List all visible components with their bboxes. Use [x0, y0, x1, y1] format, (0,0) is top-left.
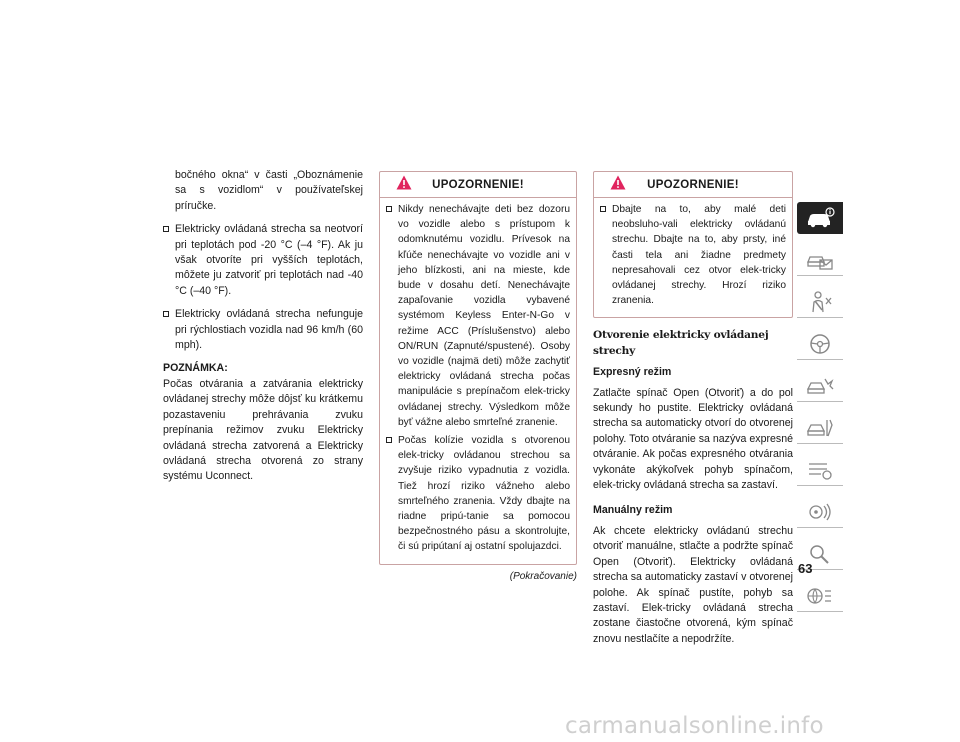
warning-bullet	[386, 202, 570, 430]
warning-bullet-text: Počas kolízie vozidla s otvorenou elek-tricky ovládanou strechou sa zvyšuje riziko vypadnutia z vozidla. Tiež hrozí riziko vážneho alebo smrteľného zranenia. Vždy dbajte na riadne pripú-tanie sa pomocou bezpečnostného pásu a skontrolujte, či sú pripútaní aj ostatní spolujazdci.	[398, 435, 570, 553]
manual-mode-text: Ak chcete elektricky ovládanú strechu otvoriť manuálne, stlačte a podržte spínač Open (Otvoriť). Elektricky ovládaná strecha sa automaticky zastaví v otvorenej polohe. Ak spínač pustíte, pohyb sa zastaví. Elek-tricky ovládaná strecha zostane čiastočne otvorená, kým spínač znovu nestlačíte a nepodržíte.	[593, 524, 793, 645]
warning-triangle-icon	[610, 175, 626, 190]
tab-safety[interactable]	[797, 286, 843, 318]
express-mode-title: Expresný režim	[593, 366, 672, 379]
tab-specs[interactable]	[797, 454, 843, 486]
seatbelt-passenger-icon	[805, 290, 835, 314]
tab-dashboard[interactable]	[797, 244, 843, 276]
language-index-icon	[805, 584, 835, 608]
warning-header	[594, 172, 792, 198]
tab-driving[interactable]	[797, 328, 843, 360]
bullet-item	[163, 222, 363, 299]
note-title: POZNÁMKA:	[163, 362, 228, 375]
warning-bullet-text: Nikdy nenechávajte deti bez dozoru vo vozidle alebo s prístupom k odomknutému vozidlu. Prívesok na kľúče nenechávajte vo vozidle ani v jeho blízkosti, ani na mieste, kde bude v dosahu detí. Nenechávajte zapaľovanie vozidla vybavené systémom Keyless Enter-N-Go v režime ACC (Príslušenstvo) alebo ON/RUN (Zapnuté/spustené). Osoby vo vozidle (najmä deti) môže zachytiť elektricky ovládaná strecha počas manipulácie s prepínačom elek-tricky ovládanej strechy. Výsledkom môže byť vážne alebo smrteľné zranenie.	[398, 204, 570, 428]
bullet-box-icon	[600, 206, 606, 212]
chapter-tabs	[797, 202, 845, 622]
note-text: Počas otvárania a zatvárania elektricky ovládanej strechy môže dôjsť ku krátkemu pozastaveniu prehrávania zvuku prepínania režimov zvuku Elektricky ovládaná strecha zatvorená a Elektricky ovládaná strecha otvorená zo strany systému Uconnect.	[163, 377, 363, 483]
bullet-text: Elektricky ovládaná strecha nefunguje pri rýchlostiach vozidla nad 96 km/h (60 mph).	[175, 308, 363, 352]
tab-multimedia[interactable]	[797, 496, 843, 528]
continued-label: (Pokračovanie)	[509, 570, 577, 582]
warning-triangle-icon	[396, 175, 412, 190]
warning-bullet	[600, 202, 786, 308]
bullet-box-icon	[163, 226, 169, 232]
bullet-item	[163, 307, 363, 353]
warning-header	[380, 172, 576, 198]
tab-service[interactable]	[797, 412, 843, 444]
section-title: Otvorenie elektricky ovládanej strechy	[593, 329, 769, 357]
middle-column	[379, 171, 577, 584]
tab-car-info[interactable]	[797, 202, 843, 234]
car-tools-icon	[805, 416, 835, 440]
bullet-text: Elektricky ovládaná strecha sa neotvorí pri teplotách pod -20 °C (–4 °F). Ak ju však otvoríte pri vyšších teplotách, môžete ju zatvoriť pri teplotách nad -40 °C (–40 °F).	[175, 223, 363, 297]
left-column	[163, 168, 363, 485]
page-number: 63	[798, 561, 813, 576]
tab-languages[interactable]	[797, 580, 843, 612]
warning-bullet	[386, 433, 570, 555]
warning-title: UPOZORNENIE!	[432, 179, 524, 191]
phone-media-icon	[805, 500, 835, 524]
warning-body	[594, 198, 792, 317]
bullet-box-icon	[386, 206, 392, 212]
car-info-icon	[805, 206, 835, 230]
warning-box	[379, 171, 577, 565]
warning-bullet-text: Dbajte na to, aby malé deti neobsluho-vali elektricky ovládanú strechu. Dbajte na to, aby prsty, iné časti tela ani žiadne predmety nepresahovali cez otvor elek-tricky ovládanej strechy. Hrozí riziko zranenia.	[612, 204, 786, 307]
continued-paragraph: bočného okna“ v časti „Oboznámenie sa s vozidlom“ v používateľskej príručke.	[175, 169, 363, 212]
warning-body	[380, 198, 576, 564]
tab-emergency[interactable]	[797, 370, 843, 402]
bullet-box-icon	[386, 437, 392, 443]
warning-box	[593, 171, 793, 318]
right-column	[593, 171, 793, 647]
steering-wheel-icon	[805, 332, 835, 356]
bullet-box-icon	[163, 311, 169, 317]
warning-title: UPOZORNENIE!	[647, 179, 739, 191]
car-crash-icon	[805, 374, 835, 398]
express-mode-text: Zatlačte spínač Open (Otvoriť) a do pol sekundy ho pustite. Elektricky ovládaná strecha sa automaticky otvorí do otvorenej polohy. Toto otváranie sa nazýva expresné otváranie. Ak počas expresného otvárania vykonáte akýkoľvek pohyb spínačom, elek-tricky ovládaná strecha sa zastaví.	[593, 386, 793, 492]
dashboard-message-icon	[805, 248, 835, 272]
gauges-list-icon	[805, 458, 835, 482]
manual-mode-title: Manuálny režim	[593, 504, 673, 517]
watermark-text: carmanualsonline.info	[565, 713, 824, 739]
